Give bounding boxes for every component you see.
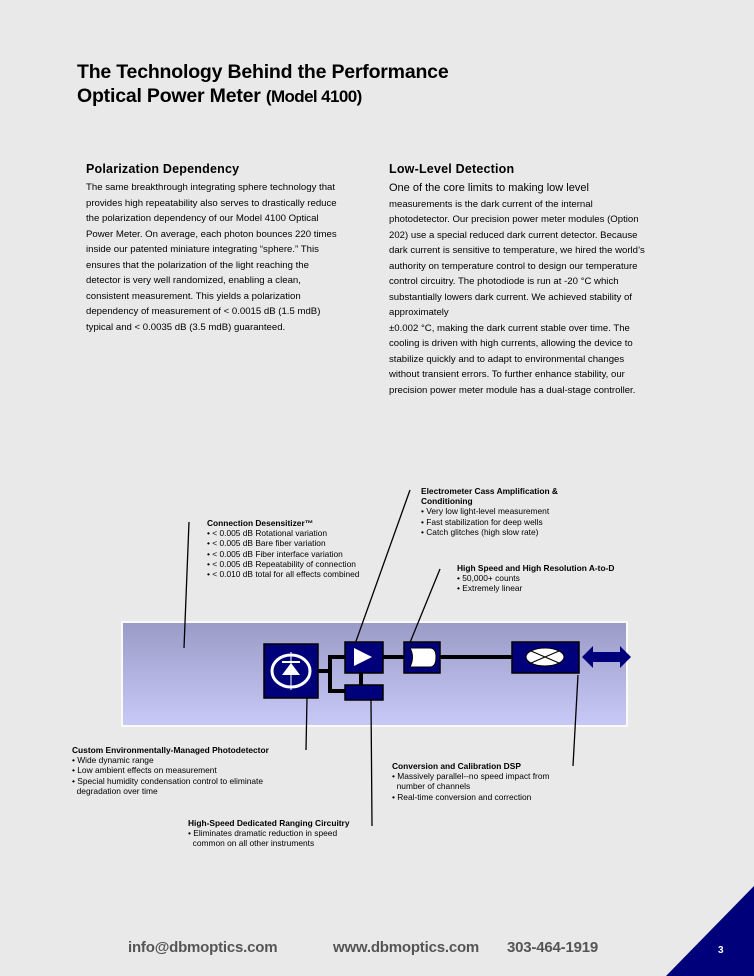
polarization-line: dependency of measurement of < 0.0015 dB (1.5 mdB) [86,306,321,317]
callout-item: • Catch glitches (high slow rate) [421,526,539,537]
callout-title: High-Speed Dedicated Ranging Circuitry [188,818,350,828]
callout-item: • Real-time conversion and correction [392,791,532,802]
low-level-line: stabilize quickly and to adapt to environmental changes [389,353,625,365]
callout-item: • < 0.005 dB Rotational variation [207,528,328,539]
page-number: 3 [718,945,724,956]
corner-triangle [666,886,754,976]
polarization-line: the polarization dependency of our Model 4100 Optical [86,213,319,224]
low-level-line: authority on temperature control to design our temperature [389,260,638,272]
low-level-line: substantially lowers dark current. We achieved stability of [389,291,632,303]
polarization-line: consistent measurement. This yields a polarization [86,290,301,302]
callout-item: • < 0.005 dB Bare fiber variation [207,538,326,549]
callout-item: • Low ambient effects on measurement [72,765,217,776]
callout-item: • Special humidity condensation control to eliminate [72,775,264,786]
callout-item: • < 0.005 dB Repeatability of connection [207,558,356,569]
low-level-line: precision power meter module has a dual-stage controller. [389,384,636,396]
polarization-line: detector is very well randomized, enabling a clean, [86,275,301,286]
title-product: Optical Power Meter [77,85,261,107]
low-level-heading: Low-Level Detection [389,162,515,176]
low-level-line: control circuitry. The photodiode is run at -20 °C which [389,276,619,287]
footer-email[interactable]: info@dbmoptics.com [128,939,278,956]
callout-item: • < 0.010 dB total for all effects combined [207,569,360,580]
callout-item: • 50,000+ counts [457,573,520,584]
footer-website[interactable]: www.dbmoptics.com [333,939,480,956]
polarization-line: typical and < 0.0035 dB (3.5 mdB) guaranteed. [86,321,286,333]
low-level-line: measurements is the dark current of the internal [389,198,593,210]
low-level-line: ±0.002 °C, making the dark current stable over time. The [389,322,630,334]
polarization-heading: Polarization Dependency [86,162,240,176]
polarization-line: The same breakthrough integrating sphere technology that [86,182,336,193]
callout-item: • Massively parallel--no speed impact from [392,771,550,782]
callout-title: Custom Environmentally-Managed Photodetector [72,745,269,755]
low-level-line: dark current is sensitive to temperature, we hired the world’s [389,245,645,256]
polarization-line: Power Meter. On average, each photon bounces 220 times [86,228,337,240]
footer-phone: 303-464-1919 [507,939,599,956]
callout-title: Electrometer Cass Amplification & [421,486,558,496]
low-level-line: without transient errors. To further enhance stability, our [389,369,625,380]
callout-title: Conditioning [421,496,473,507]
callout-item: • Extremely linear [457,583,523,594]
low-level-line: photodetector. Our precision power meter modules (Option [389,214,639,225]
low-level-lead: One of the core limits to making low level [389,182,589,194]
callout-item: • Eliminates dramatic reduction in speed [188,828,338,839]
callout-item: • Fast stabilization for deep wells [421,516,543,527]
title-model: (Model 4100) [265,87,362,106]
low-level-line: cooling is driven with high currents, allowing the device to [389,338,633,349]
callout-title: Conversion and Calibration DSP [392,761,521,771]
polarization-line: inside our patented miniature integrating “sphere.” This [86,244,319,255]
callout-item: number of channels [392,781,471,792]
callout-item: degradation over time [72,785,158,796]
polarization-line: provides high repeatability also serves to drastically reduce [86,197,337,209]
callout-item: • Very low light-level measurement [421,506,550,517]
callout-item: • < 0.005 dB Fiber interface variation [207,548,343,559]
low-level-line: 202) use a special reduced dark current detector. Because [389,229,638,241]
title-line-1: The Technology Behind the Performance [77,61,449,83]
polarization-line: ensures that the polarization of the light reaching the [86,259,309,271]
callout-item: common on all other instruments [188,838,315,849]
callout-item: • Wide dynamic range [72,755,154,766]
low-level-line: approximately [389,307,449,318]
callout-title: Connection Desensitizer™ [207,518,314,528]
callout-title: High Speed and High Resolution A-to-D [457,563,615,573]
